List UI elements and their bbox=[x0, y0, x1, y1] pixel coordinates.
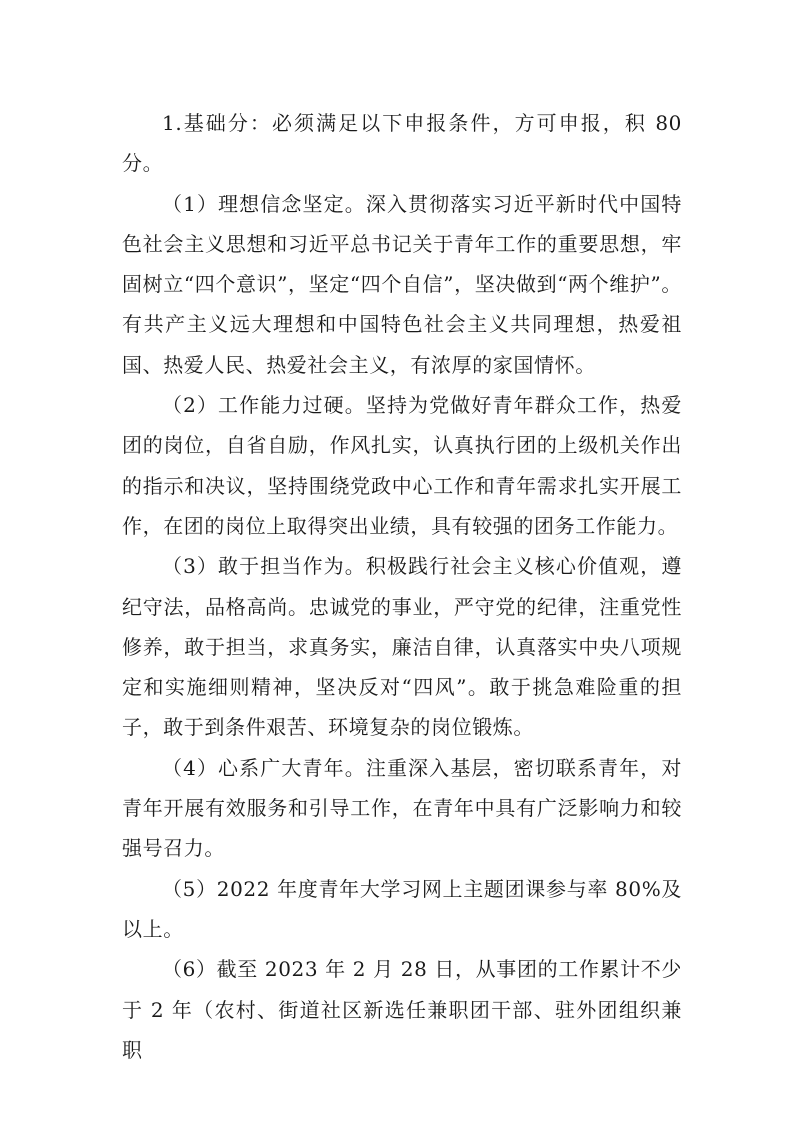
paragraph-item-3: （3）敢于担当作为。积极践行社会主义核心价值观，遵纪守法，品格高尚。忠诚党的事业，严守党的纪律，注重党性修养，敢于担当，求真务实，廉洁自律，认真落实中央八项规定和实施细则精神，坚决反对“四风”。敢于挑急难险重的担子，敢于到条件艰苦、环境复杂的岗位锻炼。 bbox=[122, 554, 682, 740]
paragraph-basic-score: 1.基础分：必须满足以下申报条件，方可申报，积 80 分。 bbox=[122, 111, 682, 176]
paragraph-item-2: （2）工作能力过硬。坚持为党做好青年群众工作，热爱团的岗位，自省自励，作风扎实，认真执行团的上级机关作出的指示和决议，坚持围绕党政中心工作和青年需求扎实开展工作，在团的岗位上取得突出业绩，具有较强的团务工作能力。 bbox=[122, 393, 682, 538]
paragraph-item-6: （6）截至 2023 年 2 月 28 日，从事团的工作累计不少于 2 年（农村、街道社区新选任兼职团干部、驻外团组织兼职 bbox=[122, 957, 682, 1062]
paragraph-item-5: （5）2022 年度青年大学习网上主题团课参与率 80%及以上。 bbox=[122, 876, 682, 941]
paragraph-item-1: （1）理想信念坚定。深入贯彻落实习近平新时代中国特色社会主义思想和习近平总书记关于青年工作的重要思想，牢固树立“四个意识”，坚定“四个自信”，坚决做到“两个维护”。有共产主义远大理想和中国特色社会主义共同理想，热爱祖国、热爱人民、热爱社会主义，有浓厚的家国情怀。 bbox=[122, 191, 682, 377]
document-body bbox=[122, 103, 682, 1070]
paragraph-item-4: （4）心系广大青年。注重深入基层，密切联系青年，对青年开展有效服务和引导工作，在青年中具有广泛影响力和较强号召力。 bbox=[122, 755, 682, 861]
